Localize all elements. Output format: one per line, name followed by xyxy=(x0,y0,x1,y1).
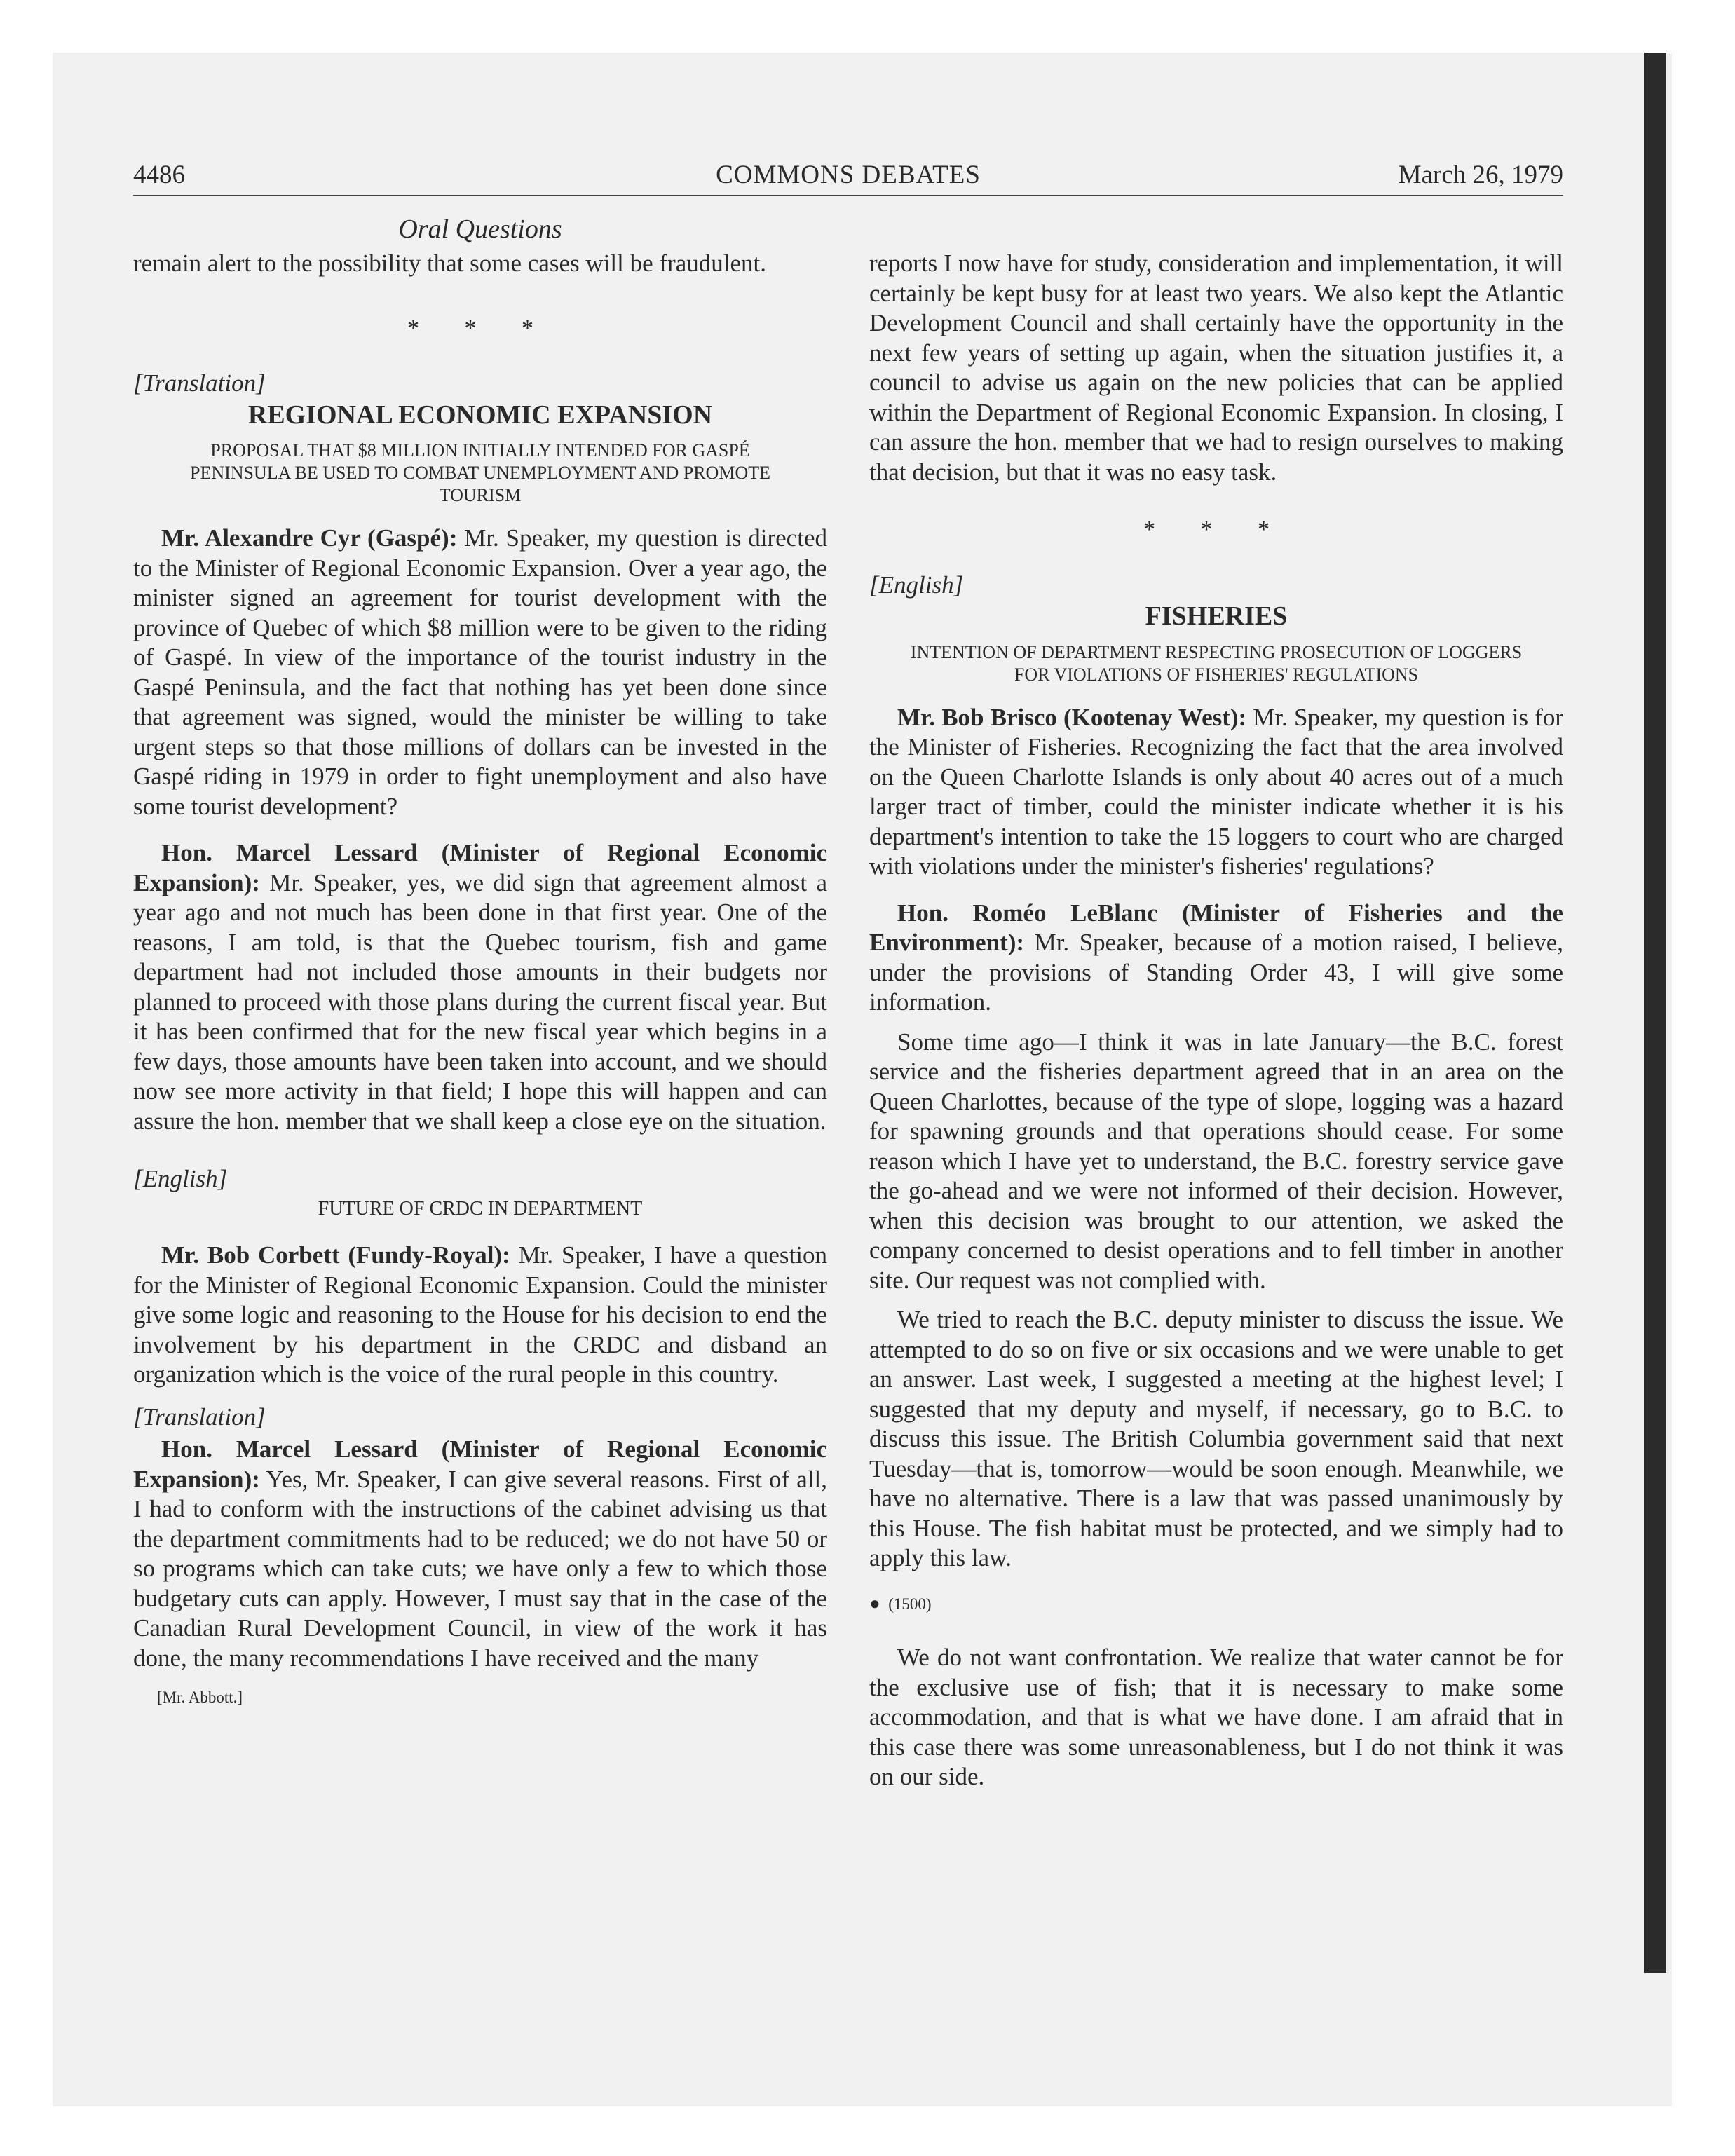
paragraph-leblanc-3: We tried to reach the B.C. deputy minister to discuss the issue. We attempted to do so on five or six occasions and we were unable to get an answer. Last week, I suggested a meeting at the highest level; I suggested that my deputy and myself, if necessary, go to B.C. to discuss this issue. The British Columbia government said that next Tuesday—that is, tomorrow—would be soon enough. Meanwhile, we have no alternative. There is a law that was passed unanimously by this House. The fish habitat must be protected, and we simply had to apply this law. xyxy=(869,1306,1563,1571)
section-separator: * * * xyxy=(1143,517,1289,543)
speech-text: Mr. Speaker, my question is directed to the Minister of Regional Economic Expansion. Over a year ago, the minister signed an agreement for tourist development with the province of Quebec of which $8 million were to be given to the riding of Gaspé. In view of the importance of the tourist industry in the Gaspé Peninsula, and the fact that nothing has yet been done since that agreement was signed, would the minister be willing to take urgent steps so that those millions of dollars can be invested in the Gaspé riding in 1979 in order to fight unemployment and also have some tourist development? xyxy=(133,524,827,820)
scan-edge-shadow xyxy=(1644,53,1666,1973)
subheading-proposal: PROPOSAL THAT $8 MILLION INITIALLY INTENDED FOR GASPÉ PENINSULA BE USED TO COMBAT UNEMPLOYMENT AND PROMOTE TOURISM xyxy=(189,440,770,505)
subheading-prosecution: INTENTION OF DEPARTMENT RESPECTING PROSECUTION OF LOGGERS FOR VIOLATIONS OF FISHERIES' REGULATIONS xyxy=(910,641,1523,685)
language-note: [English] xyxy=(133,1165,228,1192)
header-rule xyxy=(133,195,1563,196)
speech-text: Mr. Speaker, I have a question for the Minister of Regional Economic Expansion. Could the minister give some logic and reasoning to the House for his decision to end the involvement by his department in the CRDC and disband an organization which is the voice of the rural people in this country. xyxy=(133,1241,827,1388)
paragraph-cyr xyxy=(133,524,827,821)
speaker-name: Mr. Alexandre Cyr (Gaspé): xyxy=(161,524,458,552)
speaker-name: Hon. Marcel Lessard (Minister of Regional Economic Expansion): xyxy=(133,1435,827,1493)
right-column xyxy=(869,249,1563,1792)
paragraph-leblanc-4: We do not want confrontation. We realize that water cannot be for the exclusive use of fish; that it is necessary to make some accommodation, and that is what we have done. I am afraid that in this case there was some unreasonableness, but I do not think it was on our side. xyxy=(869,1644,1563,1790)
page-date: March 26, 1979 xyxy=(1398,161,1563,189)
paragraph-corbett xyxy=(133,1241,827,1390)
section-separator: * * * xyxy=(407,315,553,341)
paragraph-continuation: reports I now have for study, consideration and implementation, it will certainly be kept busy for at least two years. We also kept the Atlantic Development Council and shall certainly have the opportunity in the next few years of setting up again, when the situation justifies it, a council to advise us again on the new policies that can be applied within the Department of Regional Economic Expansion. In closing, I can assure the hon. member that we had to resign ourselves to making that decision, but that it was no easy task. xyxy=(869,250,1563,486)
page-header xyxy=(133,160,1563,195)
page-footer-note: [Mr. Abbott.] xyxy=(157,1688,243,1706)
time-marker-text: (1500) xyxy=(888,1595,932,1613)
paragraph-intro: remain alert to the possibility that some cases will be fraudulent. xyxy=(133,250,766,277)
heading-regional-economic-expansion: REGIONAL ECONOMIC EXPANSION xyxy=(247,400,713,430)
speaker-name: Hon. Roméo LeBlanc (Minister of Fisheries and the Environment): xyxy=(869,899,1563,956)
left-column xyxy=(133,249,827,1713)
paragraph-leblanc-2: Some time ago—I think it was in late January—the B.C. forest service and the fisheries department agreed that in an area on the Queen Charlottes, because of the type of slope, logging was a hazard for spawning grounds and that operations should cease. For some reason which I have yet to understand, the B.C. forestry service gave the go-ahead and we were not informed of their decision. However, when this decision was brought to our attention, we asked the company concerned to desist operations and to fell timber in another site. Our request was not complied with. xyxy=(869,1028,1563,1294)
paragraph-leblanc xyxy=(869,899,1563,1018)
paragraph-lessard-2 xyxy=(133,1435,827,1673)
page-number: 4486 xyxy=(133,161,185,189)
section-title: Oral Questions xyxy=(398,214,562,244)
paragraph-brisco xyxy=(869,703,1563,882)
speech-text: Yes, Mr. Speaker, I can give several reasons. First of all, I had to conform with the instructions of the cabinet advising us that the department commitments had to be reduced; we do not have 50 or so programs which can take cuts; we have only a few to which those budgetary cuts can apply. However, I must say that in the case of the Canadian Rural Development Council, in view of the work it has done, the many recommendations I have received and the many xyxy=(133,1465,827,1672)
time-marker xyxy=(869,1589,1563,1620)
speech-text: Mr. Speaker, yes, we did sign that agreement almost a year ago and not much has been done in that first year. One of the reasons, I am told, is that the Quebec tourism, fish and game department had not included those amounts in their budgets nor planned to proceed with those plans during the current fiscal year. But it has been confirmed that for the new fiscal year which begins in a few days, those amounts have been taken into account, and we should now see more activity in that field; I hope this will happen and can assure the hon. member that we shall keep a close eye on the situation. xyxy=(133,868,827,1135)
heading-fisheries: FISHERIES xyxy=(1145,601,1288,631)
language-note: [Translation] xyxy=(133,1403,266,1431)
bullet-icon: ● xyxy=(869,1592,880,1613)
language-note: [Translation] xyxy=(133,369,266,397)
subheading-crdc: FUTURE OF CRDC IN DEPARTMENT xyxy=(318,1197,643,1220)
paragraph-lessard xyxy=(133,838,827,1136)
language-note: [English] xyxy=(869,571,964,599)
speech-text: Mr. Speaker, my question is for the Minister of Fisheries. Recognizing the fact that the area involved on the Queen Charlotte Islands is only about 40 acres out of a much larger tract of timber, could the minister indicate whether it is his department's intention to take the 15 loggers to court who are charged with violations under the minister's fisheries' regulations? xyxy=(869,703,1563,880)
publication-title: COMMONS DEBATES xyxy=(716,161,981,189)
speaker-name: Mr. Bob Brisco (Kootenay West): xyxy=(897,703,1247,731)
speaker-name: Mr. Bob Corbett (Fundy-Royal): xyxy=(161,1241,510,1269)
speaker-name: Hon. Marcel Lessard (Minister of Regional Economic Expansion): xyxy=(133,839,827,896)
speech-text: Mr. Speaker, because of a motion raised, I believe, under the provisions of Standing Order 43, I will give some information. xyxy=(869,929,1563,1016)
